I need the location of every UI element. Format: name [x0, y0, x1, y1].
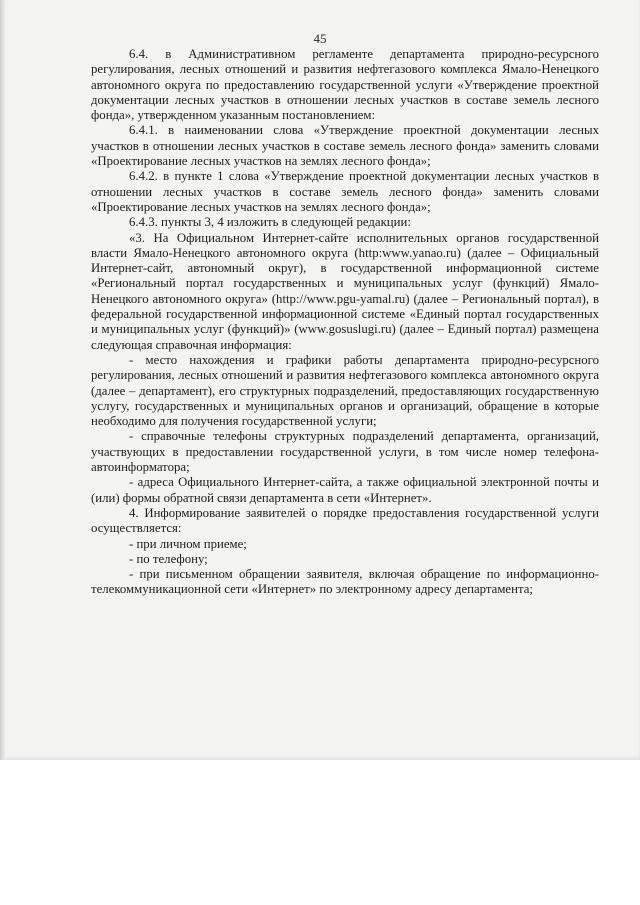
paragraph: 6.4.1. в наименовании слова «Утверждение проектной документации лесных участков в отношении лесных участков в составе земель лесного фонда» заменить словами «Проектирование лесных участков на землях лесного фонда»; — [91, 123, 599, 169]
list-item: - при личном приеме; — [129, 536, 247, 551]
list-item: - адреса Официального Интернет-сайта, а также официальной электронной почты и (или) формы обратной связи департамента в сети «Интернет». — [91, 475, 599, 505]
paragraph: 6.4. в Административном регламенте департамента природно-ресурсного регулирования, лесных отношений и развития нефтегазового комплекса Ямало-Ненецкого автономного округа по предоставлению государственной услуги «Утверждение проектной документации лесных участков в отношении лесных участков в составе земель лесного фонда», утвержденном указанным постановлением: — [91, 47, 599, 123]
list-item: - справочные телефоны структурных подразделений департамента, организаций, участвующих в предоставлении государственной услуги, в том числе номер телефона-автоинформатора; — [91, 429, 599, 475]
document-body — [91, 47, 599, 598]
page-number: 45 — [313, 31, 327, 46]
paragraph: 6.4.3. пункты 3, 4 изложить в следующей редакции: — [129, 215, 411, 230]
list-item: - по телефону; — [129, 551, 208, 566]
paragraph: 6.4.2. в пункте 1 слова «Утверждение проектной документации лесных участков в отношении лесных участков в составе земель лесного фонда» заменить словами «Проектирование лесных участков на землях лесного фонда»; — [91, 169, 599, 214]
list-item: - место нахождения и графики работы департамента природно-ресурсного регулирования, лесных отношений и развития нефтегазового комплекса автономного округа (далее – департамент), его структурных подразделений, предоставляющих государственную услугу, государственных и муниципальных органов и организаций, обращение в которые необходимо для получения государственной услуги; — [91, 352, 599, 429]
list-item: - при письменном обращении заявителя, включая обращение по информационно-телекоммуникационной сети «Интернет» по электронному адресу департамента; — [91, 567, 599, 597]
paragraph: «3. На Официальном Интернет-сайте исполнительных органов государственной власти Ямало-Ненецкого автономного округа (http:www.yanao.ru) (далее – Официальный Интернет-сайт, автономный округ), в государственной информационной системе «Региональный портал государственных и муниципальных услуг (функций) Ямало-Ненецкого автономного округа» (http://www.pgu-yamal.ru) (далее – Региональный портал), в федеральной государственной информационной системе «Единый портал государственных и муниципальных услуг (функций)» (www.gosuslugi.ru) (далее – Единый портал) размещена следующая справочная информация: — [91, 230, 599, 352]
paragraph: 4. Информирование заявителей о порядке предоставления государственной услуги осуществляется: — [91, 505, 599, 536]
